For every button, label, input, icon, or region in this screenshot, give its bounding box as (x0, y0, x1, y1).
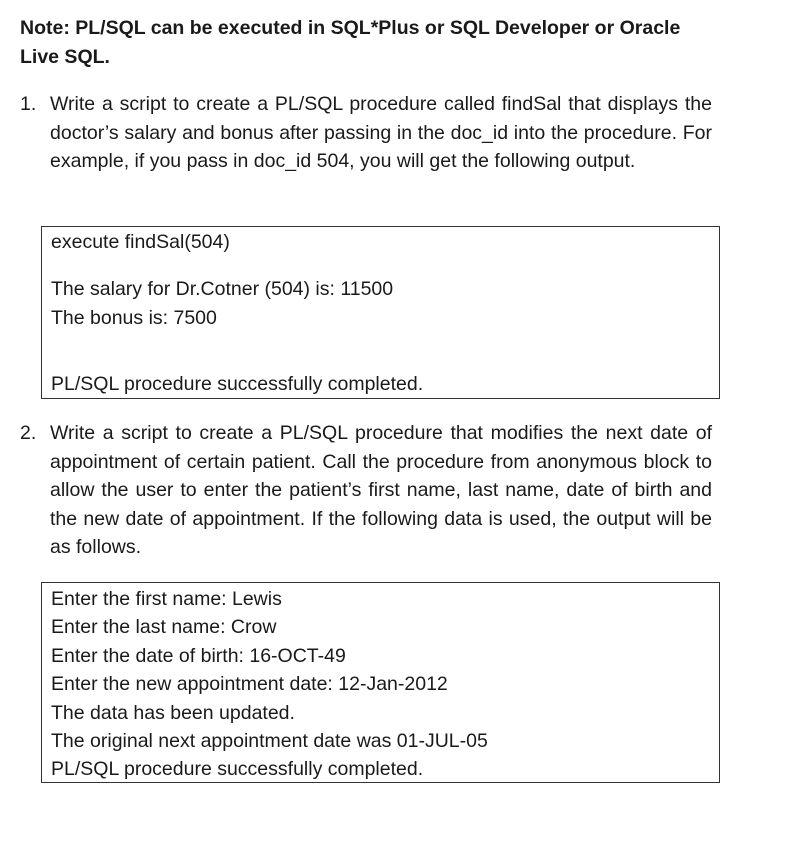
question-2 (20, 419, 712, 562)
output-2-updated-line: The data has been updated. (51, 702, 295, 724)
output-2-new-date-line: Enter the new appointment date: 12-Jan-2012 (51, 673, 448, 695)
output-1-command: execute findSal(504) (51, 231, 230, 253)
question-2-text: Write a script to create a PL/SQL procedure that modifies the next date of appointment of certain patient. Call the procedure from anonymous block to allow the user to enter the patient’s first name, last name, date of birth and the new date of appointment. If the following data is used, the output will be as follows. (50, 422, 712, 558)
output-2-dob-line: Enter the date of birth: 16-OCT-49 (51, 645, 346, 667)
question-1 (20, 90, 712, 176)
output-2-original-date-line: The original next appointment date was 01-JUL-05 (51, 730, 488, 752)
output-box-2 (41, 582, 720, 783)
question-1-number: 1. (20, 93, 37, 115)
output-1-salary-line: The salary for Dr.Cotner (504) is: 11500 (51, 278, 394, 300)
output-2-first-name-line: Enter the first name: Lewis (51, 588, 282, 610)
output-2-last-name-line: Enter the last name: Crow (51, 616, 277, 638)
output-1-bonus-line: The bonus is: 7500 (51, 307, 217, 329)
question-2-number: 2. (20, 422, 37, 444)
output-1-completed-line: PL/SQL procedure successfully completed. (51, 373, 424, 395)
question-1-text: Write a script to create a PL/SQL procedure called findSal that displays the doctor’s salary and bonus after passing in the doc_id into the procedure. For example, if you pass in doc_id 504, you will get the following output. (50, 93, 712, 172)
output-box-1 (41, 226, 720, 399)
output-2-completed-line: PL/SQL procedure successfully completed. (51, 758, 424, 780)
note-text: Note: PL/SQL can be executed in SQL*Plus or SQL Developer or Oracle Live SQL. (20, 17, 681, 68)
